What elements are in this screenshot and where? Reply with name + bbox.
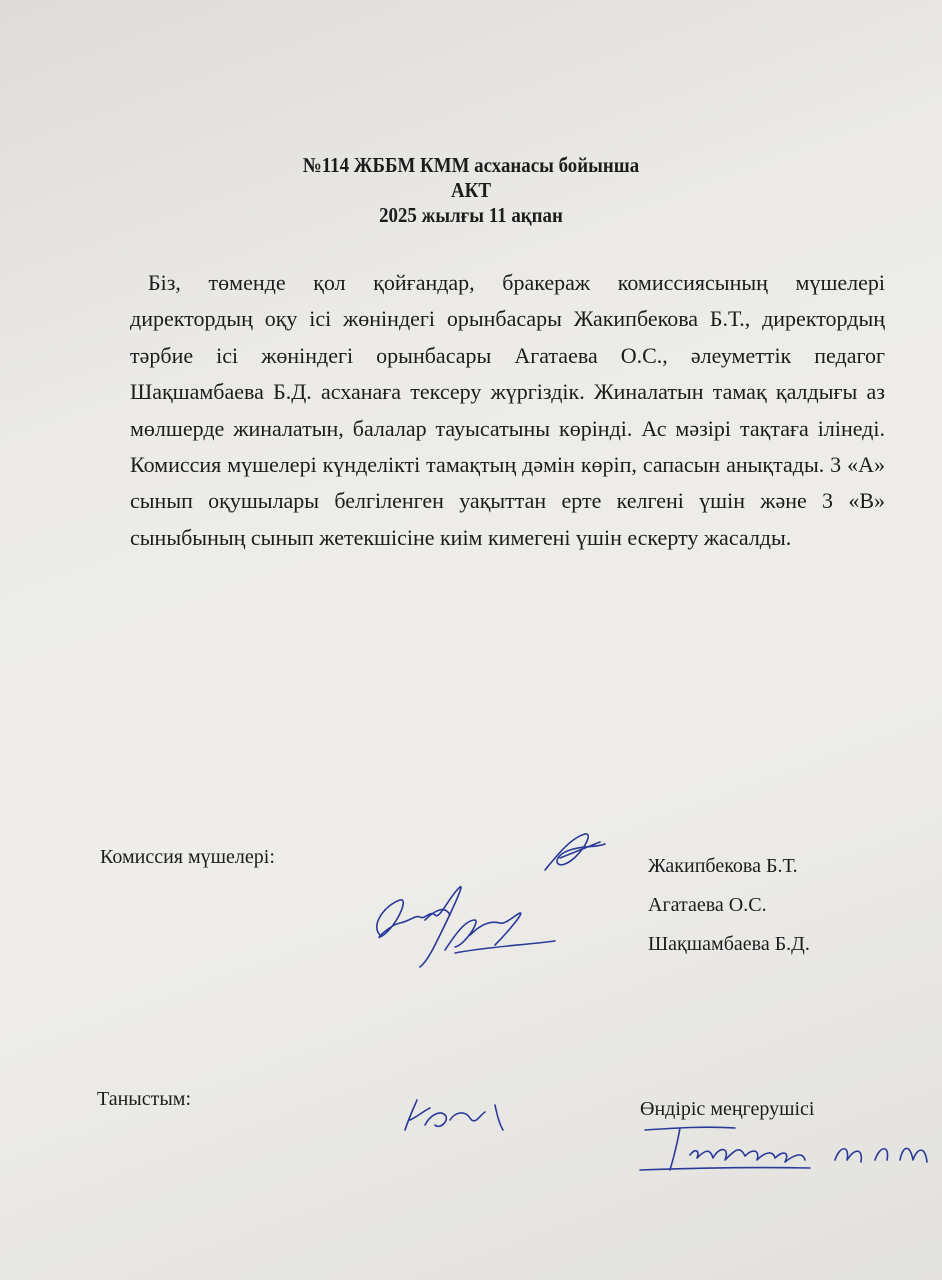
signature-1 [540,828,610,878]
member-name: Шақшамбаева Б.Д. [648,933,810,955]
acknowledged-label: Таныстым: [97,1088,192,1110]
doc-date: 2025 жылғы 11 ақпан [379,203,563,227]
body-line: тәрбие ісі жөніндегі орынбасары Агатаева О.С., әлеуметтік педагог [130,343,885,368]
signature-3 [395,1090,525,1140]
signature-2 [365,875,565,970]
body-line: Біз, төменде қол қойғандар, бракераж комиссиясының мүшелері [148,270,885,295]
body-line: Шақшамбаева Б.Д. асханаға тексеру жүргіздік. Жиналатын тамақ қалдығы аз [130,379,885,404]
body-line: директордың оқу ісі жөніндегі орынбасары Жакипбекова Б.Т., директордың [130,306,885,331]
commission-label: Комиссия мүшелері: [100,846,275,868]
doc-title: №114 ЖББМ КММ асханасы бойынша [302,153,640,177]
body-line: мөлшерде жиналатын, балалар тауысатыны көрінді. Ас мәзірі тақтаға ілінеді. [130,416,885,441]
doc-type: АКТ [451,178,491,202]
body-line: сыныбының сынып жетекшісіне киім кимегені үшін ескерту жасалды. [130,525,792,550]
member-name: Жакипбекова Б.Т. [648,855,798,877]
member-name: Агатаева О.С. [648,894,767,916]
body-line: сынып оқушылары белгіленген уақыттан ерте келгені үшін және 3 «В» [130,488,885,513]
body-line: Комиссия мүшелері күнделікті тамақтың дәмін көріп, сапасын анықтады. 3 «А» [130,452,885,477]
signature-4 [635,1120,935,1180]
production-head-label: Өндіріс меңгерушісі [640,1098,815,1120]
